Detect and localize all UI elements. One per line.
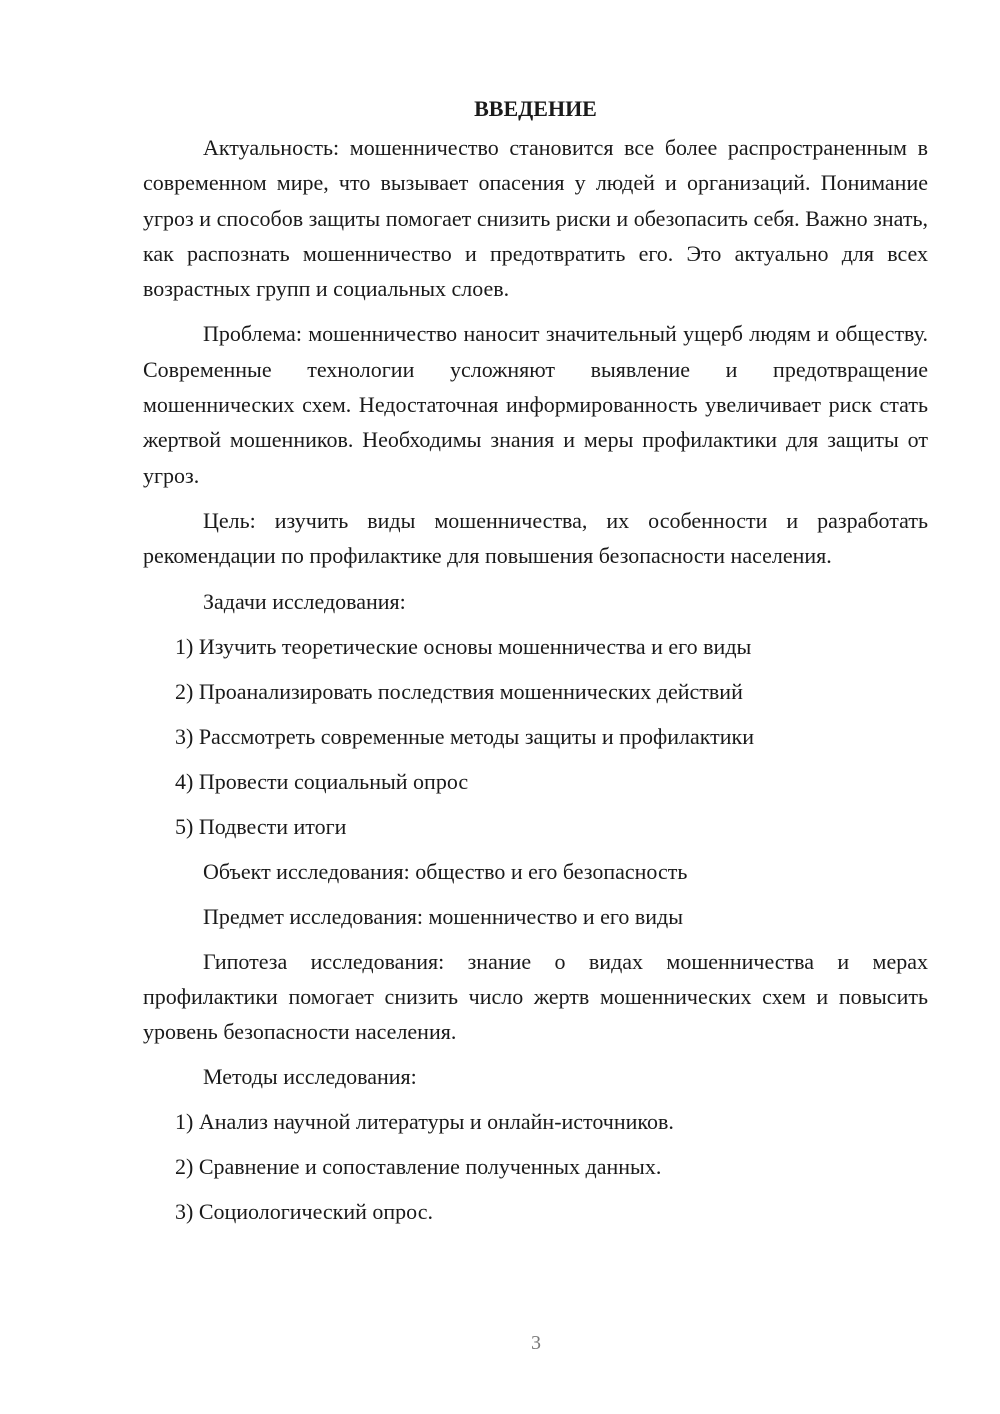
section-title: ВВЕДЕНИЕ xyxy=(474,96,597,121)
object-line: Объект исследования: общество и его безопасность xyxy=(203,858,688,884)
methods-heading: Методы исследования: xyxy=(203,1064,417,1090)
method-item: 2) Сравнение и сопоставление полученных данных. xyxy=(175,1154,662,1180)
task-item: 3) Рассмотреть современные методы защиты и профилактики xyxy=(175,723,754,749)
task-item: 5) Подвести итоги xyxy=(175,813,347,839)
hypothesis-paragraph: Гипотеза исследования: знание о видах мошенничества и мерах профилактики помогает снизить число жертв мошеннических схем и повысить уровень безопасности населения. xyxy=(143,948,928,1045)
page-number: 3 xyxy=(531,1332,541,1354)
tasks-heading: Задачи исследования: xyxy=(203,588,406,614)
method-item: 1) Анализ научной литературы и онлайн-источников. xyxy=(175,1109,674,1135)
goal-paragraph: Цель: изучить виды мошенничества, их особенности и разработать рекомендации по профилактике для повышения безопасности населения. xyxy=(143,507,928,569)
subject-line: Предмет исследования: мошенничество и его виды xyxy=(203,903,684,929)
page-content xyxy=(143,90,928,1239)
problem-paragraph: Проблема: мошенничество наносит значительный ущерб людям и обществу. Современные технологии усложняют выявление и предотвращение мошеннических схем. Недостаточная информированность увеличивает риск стать жертвой мошенников. Необходимы знания и меры профилактики для защиты от угроз. xyxy=(143,321,928,488)
relevance-paragraph: Актуальность: мошенничество становится все более распространенным в современном мире, что вызывает опасения у людей и организаций. Понимание угроз и способов защиты помогает снизить риски и обезопасить себя. Важно знать, как распознать мошенничество и предотвратить его. Это актуально для всех возрастных групп и социальных слоев. xyxy=(143,135,928,302)
method-item: 3) Социологический опрос. xyxy=(175,1199,433,1225)
task-item: 2) Проанализировать последствия мошеннических действий xyxy=(175,678,743,704)
task-item: 1) Изучить теоретические основы мошенничества и его виды xyxy=(175,633,752,659)
task-item: 4) Провести социальный опрос xyxy=(175,768,469,794)
